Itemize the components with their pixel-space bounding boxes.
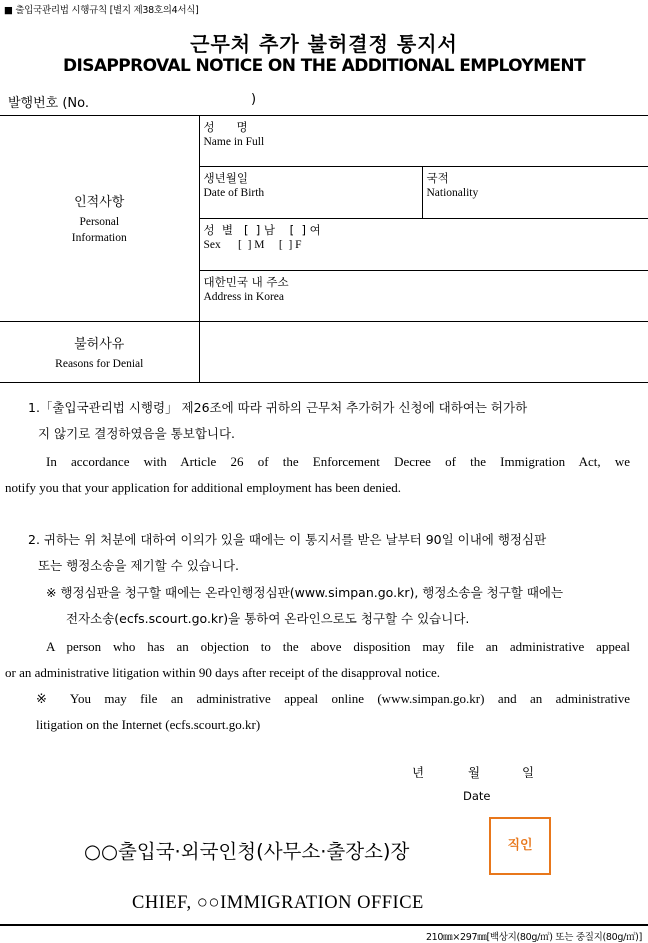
name-field[interactable]	[199, 116, 648, 167]
nationality-label-en: Nationality	[426, 187, 479, 199]
date-year: 년	[412, 765, 425, 780]
address-label-ko: 대한민국 내 주소	[203, 275, 289, 289]
name-label-en: Name in Full	[203, 136, 265, 148]
paragraph-1-ko-line-2: 지 않기로 결정하였음을 통보합니다.	[38, 426, 236, 441]
name-label-ko: 성 명	[203, 120, 248, 134]
title-korean: 근무처 추가 불허결정 통지서	[190, 32, 458, 56]
paper-spec: 210㎜×297㎜[백상지(80g/㎡) 또는 중질지(80g/㎡)]	[425, 932, 642, 943]
dob-field[interactable]	[199, 167, 422, 219]
reasons-label-ko: 불허사유	[74, 336, 125, 352]
paragraph-1-ko-line-1: 1.「출입국관리법 시행령」 제26조에 따라 귀하의 근무처 추가허가 신청에 대하여는 허가하	[28, 400, 528, 415]
issue-number	[8, 92, 257, 111]
paragraph-2-ko-line-1: 2. 귀하는 위 처분에 대하여 이의가 있을 때에는 이 통지서를 받은 날부터 90일 이내에 행정심판	[28, 532, 547, 547]
nationality-field[interactable]	[422, 167, 648, 219]
date-month: 월	[468, 765, 481, 780]
title-english: DISAPPROVAL NOTICE ON THE ADDITIONAL EMPLOYMENT	[62, 56, 586, 76]
paragraph-2-en-line-1: A person who has an objection to the above disposition may file an administrative appeal	[46, 639, 630, 654]
official-seal-box: 직인	[489, 817, 551, 875]
paragraph-2-note-en-line-1: ※ You may file an administrative appeal online (www.simpan.go.kr) and an administrative	[36, 691, 630, 706]
date-day: 일	[522, 765, 535, 780]
form-reference: ■ 출입국관리법 시행규칙 [별지 제38호의4서식]	[4, 5, 199, 16]
issuer-english: CHIEF, ○○IMMIGRATION OFFICE	[132, 893, 424, 913]
paragraph-2-en-line-2: or an administrative litigation within 90 days after receipt of the disapproval notice.	[5, 665, 441, 680]
personal-info-label-en-1: Personal	[79, 216, 120, 228]
paragraph-2-note-en-line-2: litigation on the Internet (ecfs.scourt.go.kr)	[36, 717, 261, 732]
paragraph-2-note-ko-line-1: ※ 행정심판을 청구할 때에는 온라인행정심판(www.simpan.go.kr), 행정소송을 청구할 때에는	[46, 585, 564, 600]
personal-info-table	[0, 115, 648, 383]
paragraph-1-en-line-2: notify you that your application for additional employment has been denied.	[5, 480, 402, 495]
personal-info-label-ko: 인적사항	[74, 195, 125, 210]
dob-label-ko: 생년월일	[203, 171, 248, 185]
address-label-en: Address in Korea	[203, 291, 284, 303]
date-english: Date	[463, 789, 491, 803]
reasons-field[interactable]	[199, 322, 648, 383]
personal-info-label	[0, 116, 199, 322]
issue-number-label: 발행번호 (No.	[8, 96, 90, 111]
issuer-title: ○○출입국·외국인청(사무소·출장소)장	[84, 840, 410, 863]
address-field[interactable]	[199, 271, 648, 322]
paragraph-1-en-line-1: In accordance with Article 26 of the Enforcement Decree of the Immigration Act, we	[46, 454, 630, 469]
footer-divider	[0, 924, 648, 926]
reasons-label-en: Reasons for Denial	[55, 357, 144, 370]
reasons-label	[0, 322, 199, 383]
issue-number-close: )	[251, 92, 257, 107]
personal-info-label-en-2: Information	[71, 232, 127, 244]
paragraph-2-ko-line-2: 또는 행정소송을 제기할 수 있습니다.	[38, 558, 239, 573]
nationality-label-ko: 국적	[426, 171, 449, 185]
paragraph-2-note-ko-line-2: 전자소송(ecfs.scourt.go.kr)을 통하여 온라인으로도 청구할 수 있습니다.	[66, 611, 470, 626]
sex-label-ko: 성 별 [ ] 남 [ ] 여	[203, 223, 321, 237]
sex-field[interactable]	[199, 219, 648, 271]
sex-label-en: Sex [ ] M [ ] F	[203, 239, 302, 251]
dob-label-en: Date of Birth	[203, 187, 265, 199]
